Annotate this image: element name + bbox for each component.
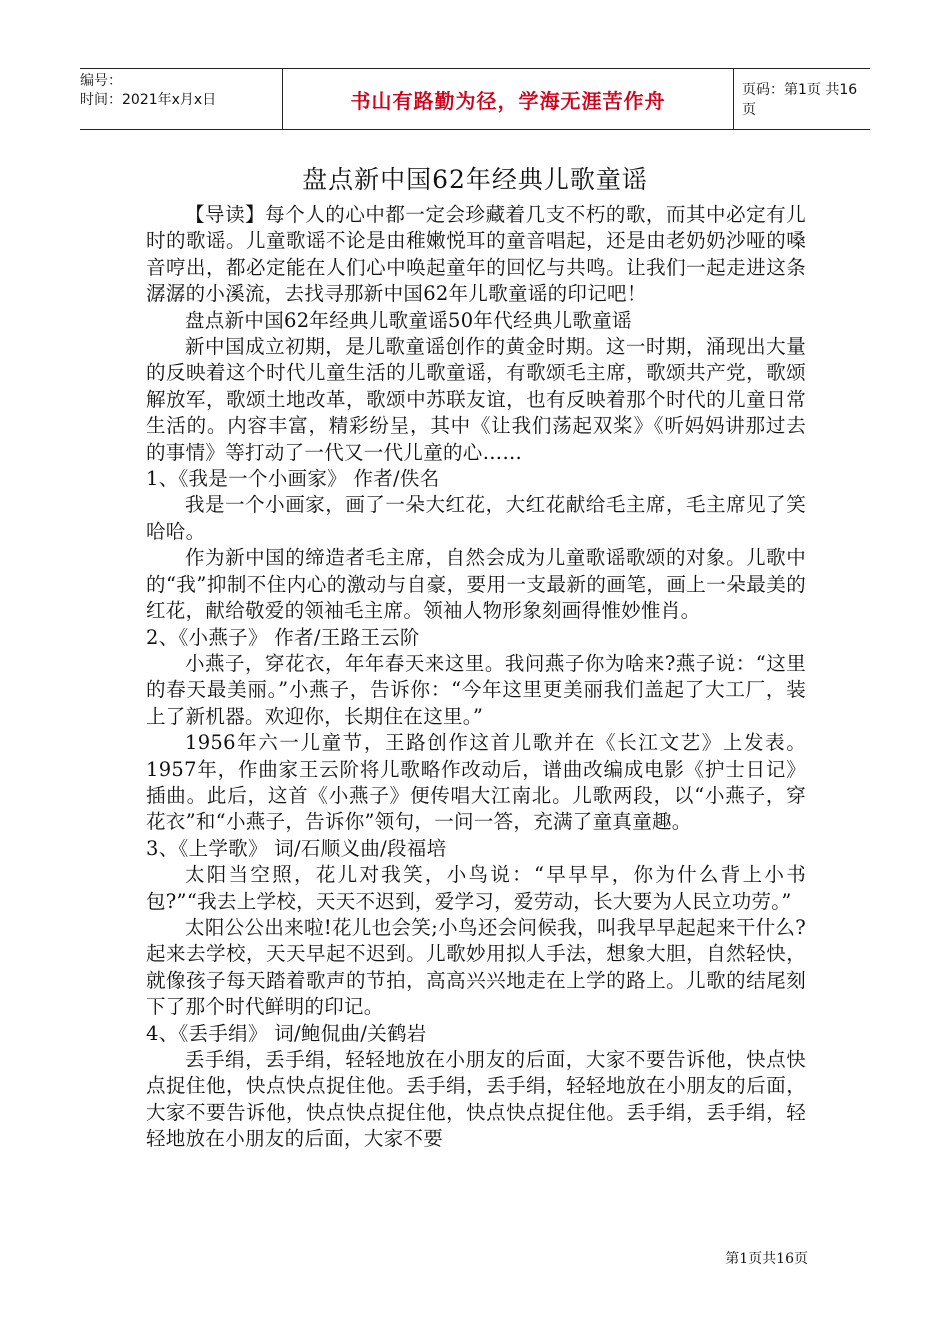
section-heading: 4、《丢手绢》 词/鲍侃曲/关鹤岩 bbox=[146, 1021, 427, 1045]
paragraph: 太阳当空照，花儿对我笑，小鸟说：“早早早，你为什么背上小书包?”“我去上学校，天天不迟到，爱学习，爱劳动，长大要为人民立功劳。” bbox=[146, 863, 806, 913]
paragraph: 作为新中国的缔造者毛主席，自然会成为儿童歌谣歌颂的对象。儿歌中的“我”抑制不住内心的激动与自豪，要用一支最新的画笔，画上一朵最美的红花，献给敬爱的领袖毛主席。领袖人物形象刻画得惟妙惟肖。 bbox=[146, 546, 806, 623]
header-page-info: 页码：第1页 共16页 bbox=[742, 82, 858, 118]
paragraph: 我是一个小画家，画了一朵大红花，大红花献给毛主席，毛主席见了笑哈哈。 bbox=[146, 493, 806, 543]
paragraph: 【导读】每个人的心中都一定会珍藏着几支不朽的歌，而其中必定有儿时的歌谣。儿童歌谣不论是由稚嫩悦耳的童音唱起，还是由老奶奶沙哑的嗓音哼出，都必定能在人们心中唤起童年的回忆与共鸣。让我们一起走进这条潺潺的小溪流，去找寻那新中国62年儿歌童谣的印记吧！ bbox=[146, 203, 806, 306]
paragraph: 1956年六一儿童节，王路创作这首儿歌并在《长江文艺》上发表。1957年，作曲家王云阶将儿歌略作改动后，谱曲改编成电影《护士日记》插曲。此后，这首《小燕子》便传唱大江南北。儿歌两段，以“小燕子，穿花衣”和“小燕子，告诉你”领句，一问一答，充满了童真童趣。 bbox=[146, 731, 806, 834]
paragraph: 盘点新中国62年经典儿歌童谣50年代经典儿歌童谣 bbox=[185, 308, 632, 332]
paragraph: 太阳公公出来啦!花儿也会笑;小鸟还会问候我，叫我早早起起来干什么?起来去学校，天天早起不迟到。儿歌妙用拟人手法，想象大胆，自然轻快，就像孩子每天踏着歌声的节拍，高高兴兴地走在上学的路上。儿歌的结尾刻下了那个时代鲜明的印记。 bbox=[146, 915, 806, 1019]
paragraph: 丢手绢，丢手绢，轻轻地放在小朋友的后面，大家不要告诉他，快点快点捉住他，快点快点捉住他。丢手绢，丢手绢，轻轻地放在小朋友的后面，大家不要告诉他，快点快点捉住他，快点快点捉住他。丢手绢，丢手绢，轻轻地放在小朋友的后面，大家不要 bbox=[146, 1048, 806, 1151]
paragraph: 新中国成立初期，是儿歌童谣创作的黄金时期。这一时期，涌现出大量的反映着这个时代儿童生活的儿歌童谣，有歌颂毛主席，歌颂共产党，歌颂解放军，歌颂土地改革，歌颂中苏联友谊，也有反映着那个时代的儿童日常生活的。内容丰富，精彩纷呈，其中《让我们荡起双桨》《听妈妈讲那过去的事情》等打动了一代又一代儿童的心…… bbox=[146, 335, 806, 464]
paragraph: 小燕子，穿花衣，年年春天来这里。我问燕子你为啥来?燕子说：“这里的春天最美丽。”小燕子，告诉你：“今年这里更美丽我们盖起了大工厂，装上了新机器。欢迎你，长期住在这里。” bbox=[146, 651, 806, 728]
number-label: 编号： bbox=[80, 73, 122, 89]
page-footer: 第1页共16页 bbox=[725, 1251, 808, 1267]
document-body bbox=[146, 202, 806, 1153]
section-heading: 2、《小燕子》 作者/王路王云阶 bbox=[146, 625, 420, 649]
section-heading: 1、《我是一个小画家》 作者/佚名 bbox=[146, 467, 440, 491]
document-header bbox=[80, 68, 870, 130]
header-motto: 书山有路勤为径，学海无涯苦作舟 bbox=[282, 69, 734, 129]
date-line: 时间：2021年x月x日 bbox=[80, 92, 217, 108]
header-meta bbox=[80, 69, 280, 129]
section-heading: 3、《上学歌》 词/石顺义曲/段福培 bbox=[146, 836, 447, 860]
document-title: 盘点新中国62年经典儿歌童谣 bbox=[302, 165, 648, 194]
